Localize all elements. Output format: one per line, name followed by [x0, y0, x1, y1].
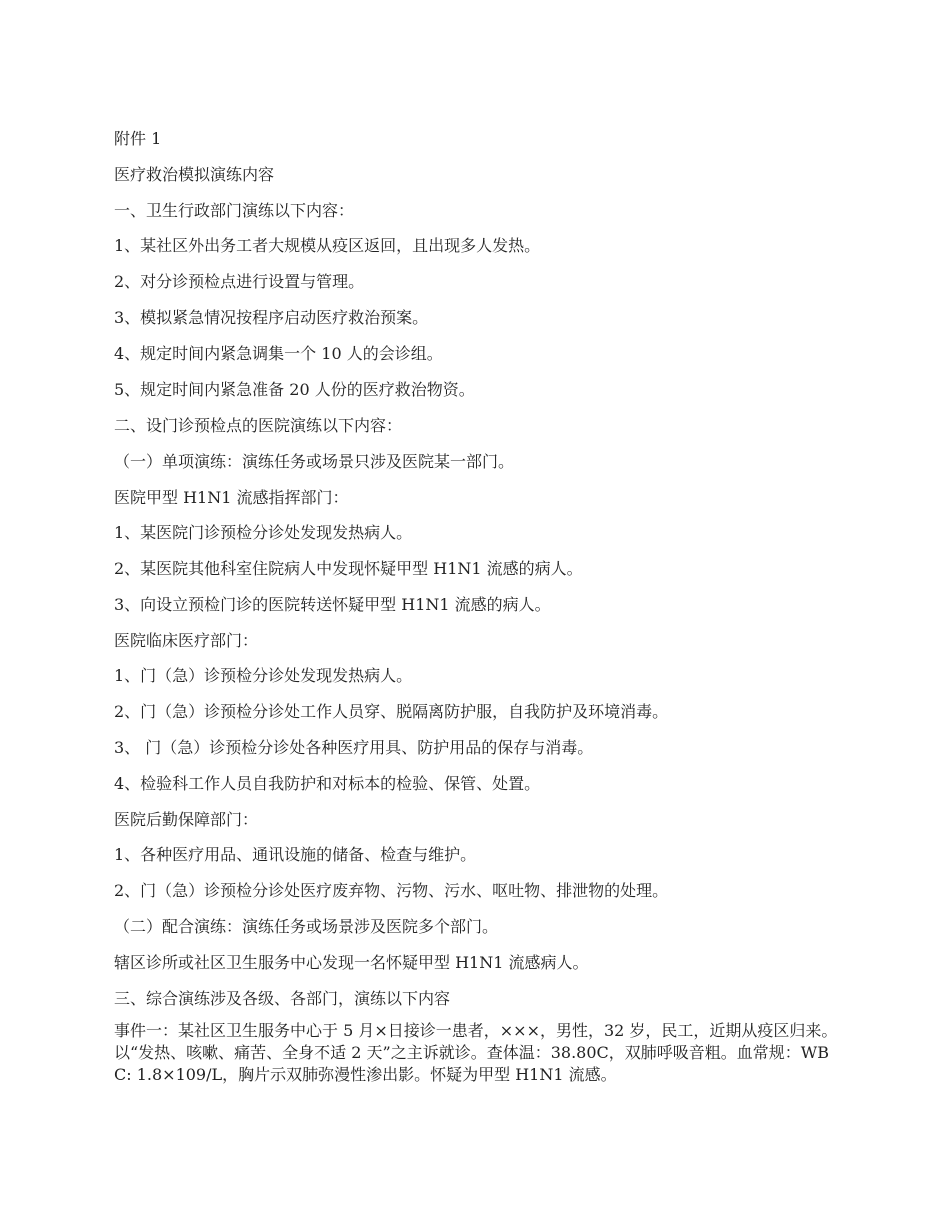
section-heading: 三、综合演练涉及各级、各部门，演练以下内容	[114, 989, 451, 1008]
department-heading: 医院甲型 H1N1 流感指挥部门：	[114, 488, 349, 507]
list-item: 3、模拟紧急情况按程序启动医疗救治预案。	[114, 308, 429, 327]
list-item: 2、门（急）诊预检分诊处医疗废弃物、污物、污水、呕吐物、排泄物的处理。	[114, 881, 669, 900]
event-paragraph: 事件一：某社区卫生服务中心于 5 月×日接诊一患者，×××，男性，32 岁，民工，近期从疫区归来。以“发热、咳嗽、痛苦、全身不适 2 天”之主诉就诊。查体温：38.80C，双肺呼吸音粗。血常规：WBC: 1.8×109/L，胸片示双肺弥漫性渗出影。怀疑为甲型 H1N1 流感。	[114, 1021, 838, 1084]
list-item: 2、门（急）诊预检分诊处工作人员穿、脱隔离防护服，自我防护及环境消毒。	[114, 702, 669, 721]
document-title: 医疗救治模拟演练内容	[114, 165, 275, 184]
list-item: 辖区诊所或社区卫生服务中心发现一名怀疑甲型 H1N1 流感病人。	[114, 953, 589, 972]
list-item: 5、规定时间内紧急准备 20 人份的医疗救治物资。	[114, 380, 475, 399]
subsection-heading: （一）单项演练：演练任务或场景只涉及医院某一部门。	[114, 452, 515, 471]
list-item: 3、 门（急）诊预检分诊处各种医疗用具、防护用品的保存与消毒。	[114, 738, 594, 757]
subsection-heading: （二）配合演练：演练任务或场景涉及医院多个部门。	[114, 917, 499, 936]
list-item: 2、对分诊预检点进行设置与管理。	[114, 272, 365, 291]
list-item: 3、向设立预检门诊的医院转送怀疑甲型 H1N1 流感的病人。	[114, 595, 551, 614]
list-item: 2、某医院其他科室住院病人中发现怀疑甲型 H1N1 流感的病人。	[114, 559, 583, 578]
department-heading: 医院后勤保障部门：	[114, 810, 259, 829]
list-item: 1、各种医疗用品、通讯设施的储备、检查与维护。	[114, 845, 477, 864]
list-item: 4、检验科工作人员自我防护和对标本的检验、保管、处置。	[114, 774, 541, 793]
department-heading: 医院临床医疗部门：	[114, 631, 259, 650]
section-heading: 一、卫生行政部门演练以下内容：	[114, 201, 355, 220]
list-item: 1、门（急）诊预检分诊处发现发热病人。	[114, 666, 413, 685]
list-item: 1、某医院门诊预检分诊处发现发热病人。	[114, 523, 413, 542]
attachment-label: 附件 1	[114, 129, 162, 148]
list-item: 1、某社区外出务工者大规模从疫区返回，且出现多人发热。	[114, 236, 541, 255]
section-heading: 二、设门诊预检点的医院演练以下内容：	[114, 416, 403, 435]
list-item: 4、规定时间内紧急调集一个 10 人的会诊组。	[114, 344, 443, 363]
